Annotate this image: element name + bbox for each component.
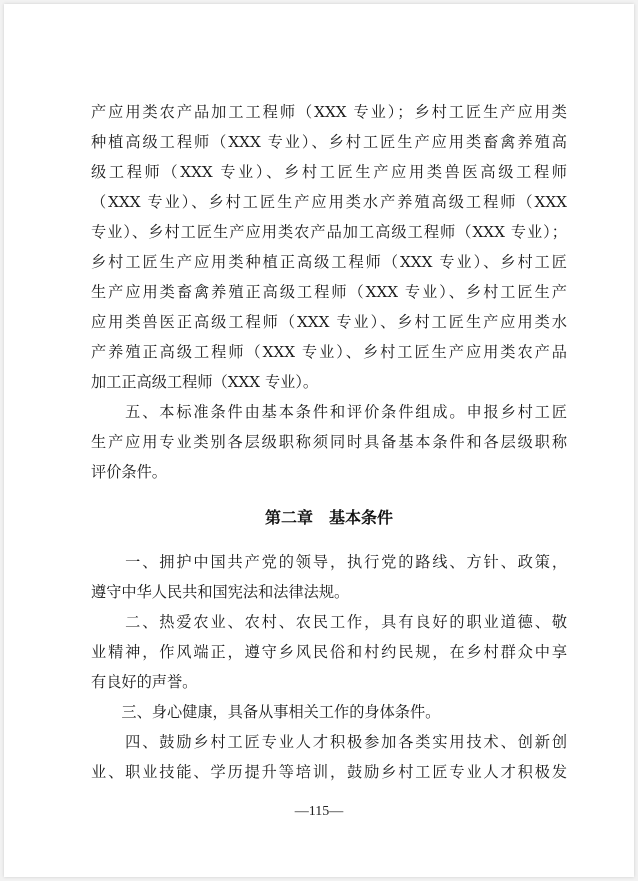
text-line: 生产应用类畜禽养殖正高级工程师（XXX 专业）、乡村工匠生产: [91, 283, 567, 301]
page-number: —115—: [294, 804, 344, 819]
paragraph-item-four: [91, 727, 567, 787]
paragraph-item-one: [91, 547, 567, 607]
text-line: 生产应用专业类别各层级职称须同时具备基本条件和各层级职称: [91, 433, 567, 451]
text-line: 种植高级工程师（XXX 专业）、乡村工匠生产应用类畜禽养殖高: [91, 133, 567, 151]
text-line: 四、鼓励乡村工匠专业人才积极参加各类实用技术、创新创: [91, 733, 567, 751]
text-line: 一、拥护中国共产党的领导，执行党的路线、方针、政策，: [91, 553, 567, 571]
text-line: （XXX 专业）、乡村工匠生产应用类水产养殖高级工程师（XXX: [91, 193, 567, 211]
text-line: 二、热爱农业、农村、农民工作，具有良好的职业道德、敬: [91, 613, 567, 631]
text-line: 加工正高级工程师（XXX 专业）。: [91, 373, 319, 391]
text-line: 专业）、乡村工匠生产应用类农产品加工高级工程师（XXX 专业）；: [91, 223, 567, 241]
text-line: 级工程师（XXX 专业）、乡村工匠生产应用类兽医高级工程师: [91, 163, 567, 181]
text-line: 三、身心健康，具备从事相关工作的身体条件。: [91, 703, 441, 721]
text-line: 评价条件。: [91, 463, 167, 481]
chapter-heading: 第二章 基本条件: [264, 508, 393, 527]
text-line: 产应用类农产品加工工程师（XXX 专业）；乡村工匠生产应用类: [91, 103, 567, 121]
document-page: [4, 4, 634, 877]
paragraph-qualification-titles: [91, 97, 567, 397]
text-line: 应用类兽医正高级工程师（XXX 专业）、乡村工匠生产应用类水: [91, 313, 567, 331]
paragraph-item-five: [91, 397, 567, 487]
text-line: 遵守中华人民共和国宪法和法律法规。: [91, 583, 350, 601]
text-line: 有良好的声誉。: [91, 673, 198, 691]
text-line: 业、职业技能、学历提升等培训，鼓励乡村工匠专业人才积极发: [91, 763, 567, 781]
text-line: 五、本标准条件由基本条件和评价条件组成。申报乡村工匠: [91, 403, 567, 421]
text-line: 乡村工匠生产应用类种植正高级工程师（XXX 专业）、乡村工匠: [91, 253, 567, 271]
paragraph-item-two: [91, 607, 567, 697]
document-body: [91, 97, 567, 787]
text-line: 业精神，作风端正，遵守乡风民俗和村约民规，在乡村群众中享: [91, 643, 567, 661]
text-line: 产养殖正高级工程师（XXX 专业）、乡村工匠生产应用类农产品: [91, 343, 567, 361]
paragraph-item-three: [91, 697, 567, 727]
